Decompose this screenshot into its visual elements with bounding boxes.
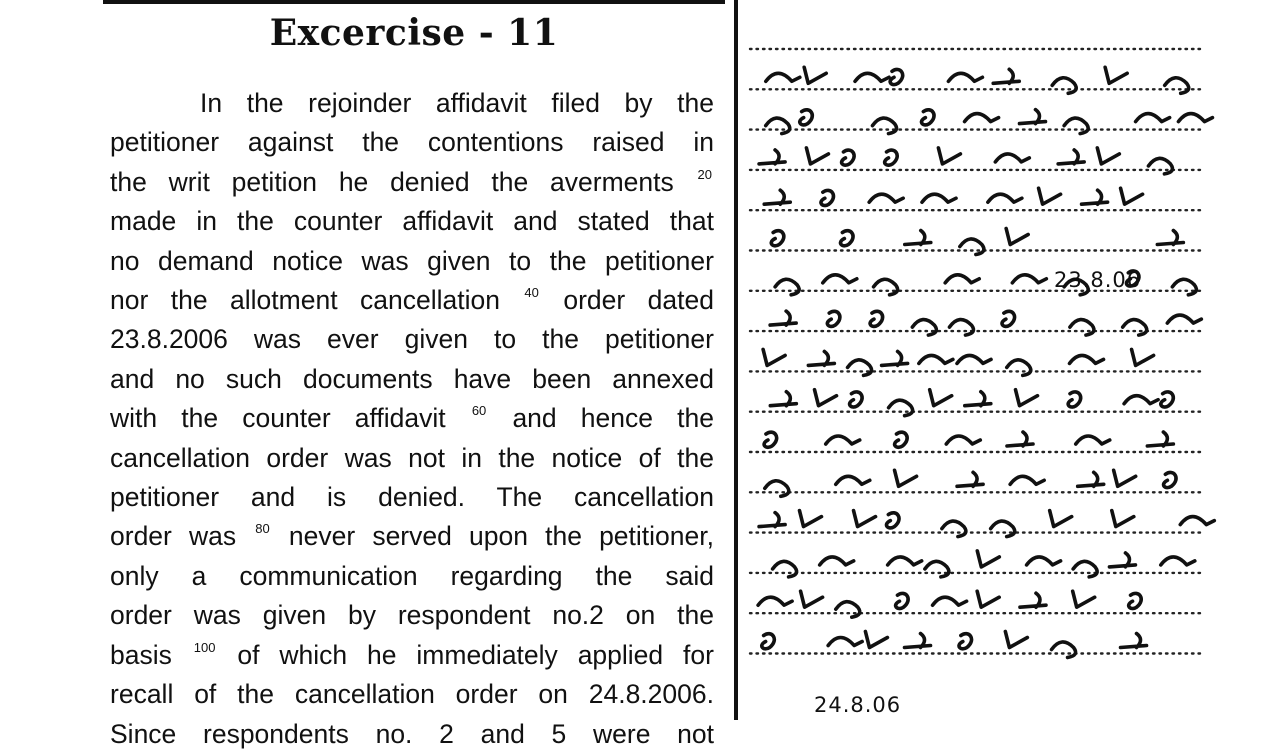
word-count-marker: 100: [193, 639, 216, 655]
passage-line-text: order was: [110, 521, 237, 552]
shorthand-outline: [1082, 190, 1108, 204]
shorthand-outline: [1064, 118, 1088, 134]
shorthand-outline: [1016, 390, 1038, 406]
shorthand-outline: [945, 275, 979, 283]
passage-line: [110, 123, 714, 162]
shorthand-outline: [775, 279, 799, 295]
passage-line-text: only a communication regarding the said: [110, 560, 714, 591]
shorthand-outline: [766, 73, 800, 81]
shorthand-outline: [850, 392, 863, 407]
shorthand-outline: [1058, 150, 1084, 164]
shorthand-outline: [948, 73, 982, 81]
passage-line: [110, 715, 714, 754]
top-rule: [103, 0, 725, 4]
shorthand-outline: [965, 392, 991, 406]
shorthand-outline: [799, 511, 821, 527]
shorthand-outline: [1019, 110, 1045, 124]
shorthand-outline: [1070, 320, 1094, 336]
passage-line-text: petitioner against the contentions raised in: [110, 127, 714, 158]
shorthand-outline: [1005, 632, 1027, 648]
shorthand-outline: [1148, 158, 1172, 174]
shorthand-outline: [758, 597, 792, 605]
shorthand-outline: [1157, 231, 1183, 245]
shorthand-outline: [895, 470, 917, 486]
passage-line: [110, 320, 714, 359]
shorthand-outline: [1123, 320, 1147, 336]
word-count-marker: 20: [697, 166, 712, 182]
shorthand-outline: [874, 279, 898, 295]
word-count-marker: 40: [524, 285, 539, 301]
passage-line-text: petitioner and is denied. The cancellation: [110, 482, 714, 513]
shorthand-outline: [1129, 593, 1142, 608]
shorthand-outline: [1052, 78, 1076, 94]
shorthand-outline: [1076, 436, 1110, 444]
shorthand-outline: [1070, 355, 1104, 363]
passage-line-text-cont: never served upon the petitioner,: [288, 521, 714, 552]
passage-line-text: nor the allotment cancellation: [110, 285, 500, 316]
shorthand-outline: [1165, 78, 1189, 94]
shorthand-outline: [889, 400, 913, 416]
shorthand-outline: [1012, 275, 1046, 283]
shorthand-outline: [930, 390, 952, 406]
shorthand-outline: [885, 150, 898, 165]
passage-line: [110, 675, 714, 714]
passage-line: [110, 478, 714, 517]
passage-line: [110, 163, 714, 202]
passage-line-text: and no such documents have been annexed: [110, 363, 714, 394]
shorthand-outline: [764, 190, 790, 204]
exercise-title: Excercise - 11: [269, 12, 559, 54]
shorthand-outline: [905, 231, 931, 245]
shorthand-outline: [800, 110, 813, 125]
shorthand-outline: [1068, 392, 1081, 407]
shorthand-date-1: 23.8.06: [1054, 268, 1142, 292]
word-count-marker: 80: [255, 521, 270, 537]
shorthand-outline: [820, 557, 854, 565]
shorthand-outline: [762, 634, 775, 649]
shorthand-outline: [1136, 114, 1170, 122]
shorthand-outline: [882, 351, 908, 365]
shorthand-outline: [1178, 114, 1212, 122]
shorthand-outline: [960, 239, 984, 255]
passage-line: [110, 202, 714, 241]
shorthand-outline: [770, 392, 796, 406]
passage-line-text: Since respondents no. 2 and 5 were not: [110, 718, 714, 749]
shorthand-outline: [949, 320, 973, 336]
passage-line-text-cont: of which he immediately applied for: [237, 639, 714, 670]
shorthand-outline: [991, 521, 1015, 537]
passage-line: [110, 557, 714, 596]
shorthand-outline: [836, 476, 870, 484]
shorthand-outline: [1039, 188, 1061, 204]
shorthand-outline: [1006, 229, 1028, 245]
passage-line: [110, 439, 714, 478]
word-count-marker: 60: [471, 403, 487, 419]
shorthand-outline: [821, 190, 834, 205]
shorthand-outline: [873, 118, 897, 134]
passage-line: [110, 596, 714, 635]
passage-line-text: with the counter affidavit: [110, 403, 446, 434]
shorthand-notes: [742, 0, 1280, 720]
shorthand-outline: [764, 432, 777, 447]
shorthand-outline: [865, 632, 887, 648]
shorthand-outline: [1007, 360, 1031, 376]
shorthand-outline: [806, 148, 828, 164]
passage-line-text: made in the counter affidavit and stated that: [110, 206, 714, 237]
shorthand-outline: [1167, 315, 1201, 323]
shorthand-outline: [925, 561, 949, 577]
passage-line: [110, 84, 714, 123]
shorthand-outline: [823, 275, 857, 283]
shorthand-outline: [759, 513, 785, 527]
shorthand-outline: [815, 390, 837, 406]
shorthand-outline: [946, 436, 980, 444]
shorthand-outline: [1105, 67, 1127, 83]
passage-line: [110, 517, 714, 556]
shorthand-outline: [1161, 392, 1174, 407]
shorthand-outline: [1020, 593, 1046, 607]
shorthand-outline: [836, 602, 860, 618]
shorthand-outline: [965, 114, 999, 122]
shorthand-outline: [977, 551, 999, 567]
shorthand-outline: [808, 351, 834, 365]
shorthand-outline: [1073, 591, 1095, 607]
shorthand-outline: [1180, 517, 1214, 525]
shorthand-outline: [1010, 476, 1044, 484]
shorthand-outline: [922, 194, 956, 202]
shorthand-outline: [959, 634, 972, 649]
column-divider: [734, 0, 738, 720]
shorthand-outline: [957, 472, 983, 486]
shorthand-outline: [1007, 432, 1033, 446]
shorthand-outline: [1132, 349, 1154, 365]
shorthand-outline: [887, 513, 900, 528]
shorthand-outline: [995, 154, 1029, 162]
passage-line-text: recall of the cancellation order on 24.8.2006.: [110, 679, 714, 710]
shorthand-outline: [1114, 470, 1136, 486]
passage-line-text: order was given by respondent no.2 on the: [110, 600, 714, 631]
shorthand-outline: [848, 360, 872, 376]
shorthand-outline: [1112, 511, 1134, 527]
shorthand-outline: [1121, 634, 1147, 648]
shorthand-outline: [770, 311, 796, 325]
shorthand-outline: [1161, 557, 1195, 565]
passage-line-text: the writ petition he denied the averments: [110, 166, 674, 197]
shorthand-outline: [942, 521, 966, 537]
passage-line: [110, 360, 714, 399]
shorthand-outline: [993, 69, 1019, 83]
shorthand-outline: [771, 231, 784, 246]
passage-line-text: cancellation order was not in the notice of the: [110, 442, 714, 473]
shorthand-outline: [804, 67, 826, 83]
passage-line: [110, 399, 714, 438]
passage-line-text-cont: and hence the: [512, 403, 714, 434]
shorthand-outline: [766, 118, 790, 134]
shorthand-outline: [1052, 642, 1076, 658]
shorthand-outline: [888, 557, 922, 565]
passage-text: [110, 84, 714, 754]
shorthand-outline: [826, 436, 860, 444]
shorthand-outline: [896, 593, 909, 608]
shorthand-outline: [759, 150, 785, 164]
passage-line: [110, 636, 714, 675]
shorthand-outline: [842, 150, 855, 165]
shorthand-outline: [869, 194, 903, 202]
passage-line-text: 23.8.2006 was ever given to the petitioner: [110, 324, 714, 355]
shorthand-outline: [854, 511, 876, 527]
shorthand-outline: [922, 110, 935, 125]
shorthand-outline: [1147, 432, 1173, 446]
shorthand-outline: [1172, 279, 1196, 295]
shorthand-outline: [919, 355, 953, 363]
shorthand-outline: [1002, 311, 1015, 326]
shorthand-outline: [912, 320, 936, 336]
passage-line-text: no demand notice was given to the petitioner: [110, 245, 714, 276]
shorthand-outline: [1073, 561, 1097, 577]
shorthand-outline: [1124, 396, 1158, 404]
shorthand-outline: [773, 561, 797, 577]
shorthand-date-2: 24.8.06: [814, 693, 902, 717]
shorthand-outline: [957, 355, 991, 363]
passage-line-text: basis: [110, 639, 172, 670]
shorthand-outline: [1027, 557, 1061, 565]
passage-line-text: In the rejoinder affidavit filed by the: [200, 88, 714, 118]
shorthand-outline: [1109, 553, 1135, 567]
shorthand-outline: [938, 148, 960, 164]
shorthand-outline: [870, 311, 883, 326]
shorthand-outline: [1097, 148, 1119, 164]
shorthand-outline: [841, 231, 854, 246]
shorthand-outline: [763, 349, 785, 365]
shorthand-outline: [828, 638, 862, 646]
shorthand-outline: [933, 597, 967, 605]
shorthand-outline: [905, 634, 931, 648]
shorthand-outline: [1050, 511, 1072, 527]
shorthand-outline: [890, 69, 903, 84]
passage-line: [110, 242, 714, 281]
shorthand-outline: [988, 194, 1022, 202]
shorthand-outline: [977, 591, 999, 607]
shorthand-outline: [801, 591, 823, 607]
shorthand-column: [742, 0, 1280, 720]
shorthand-outline: [827, 311, 840, 326]
shorthand-outline: [895, 432, 908, 447]
shorthand-outline: [1078, 472, 1104, 486]
shorthand-outline: [1164, 472, 1177, 487]
shorthand-outline: [765, 481, 789, 497]
shorthand-outline: [1121, 188, 1143, 204]
passage-line-text-cont: order dated: [563, 285, 714, 316]
passage-line: [110, 281, 714, 320]
shorthand-outline: [855, 73, 889, 81]
